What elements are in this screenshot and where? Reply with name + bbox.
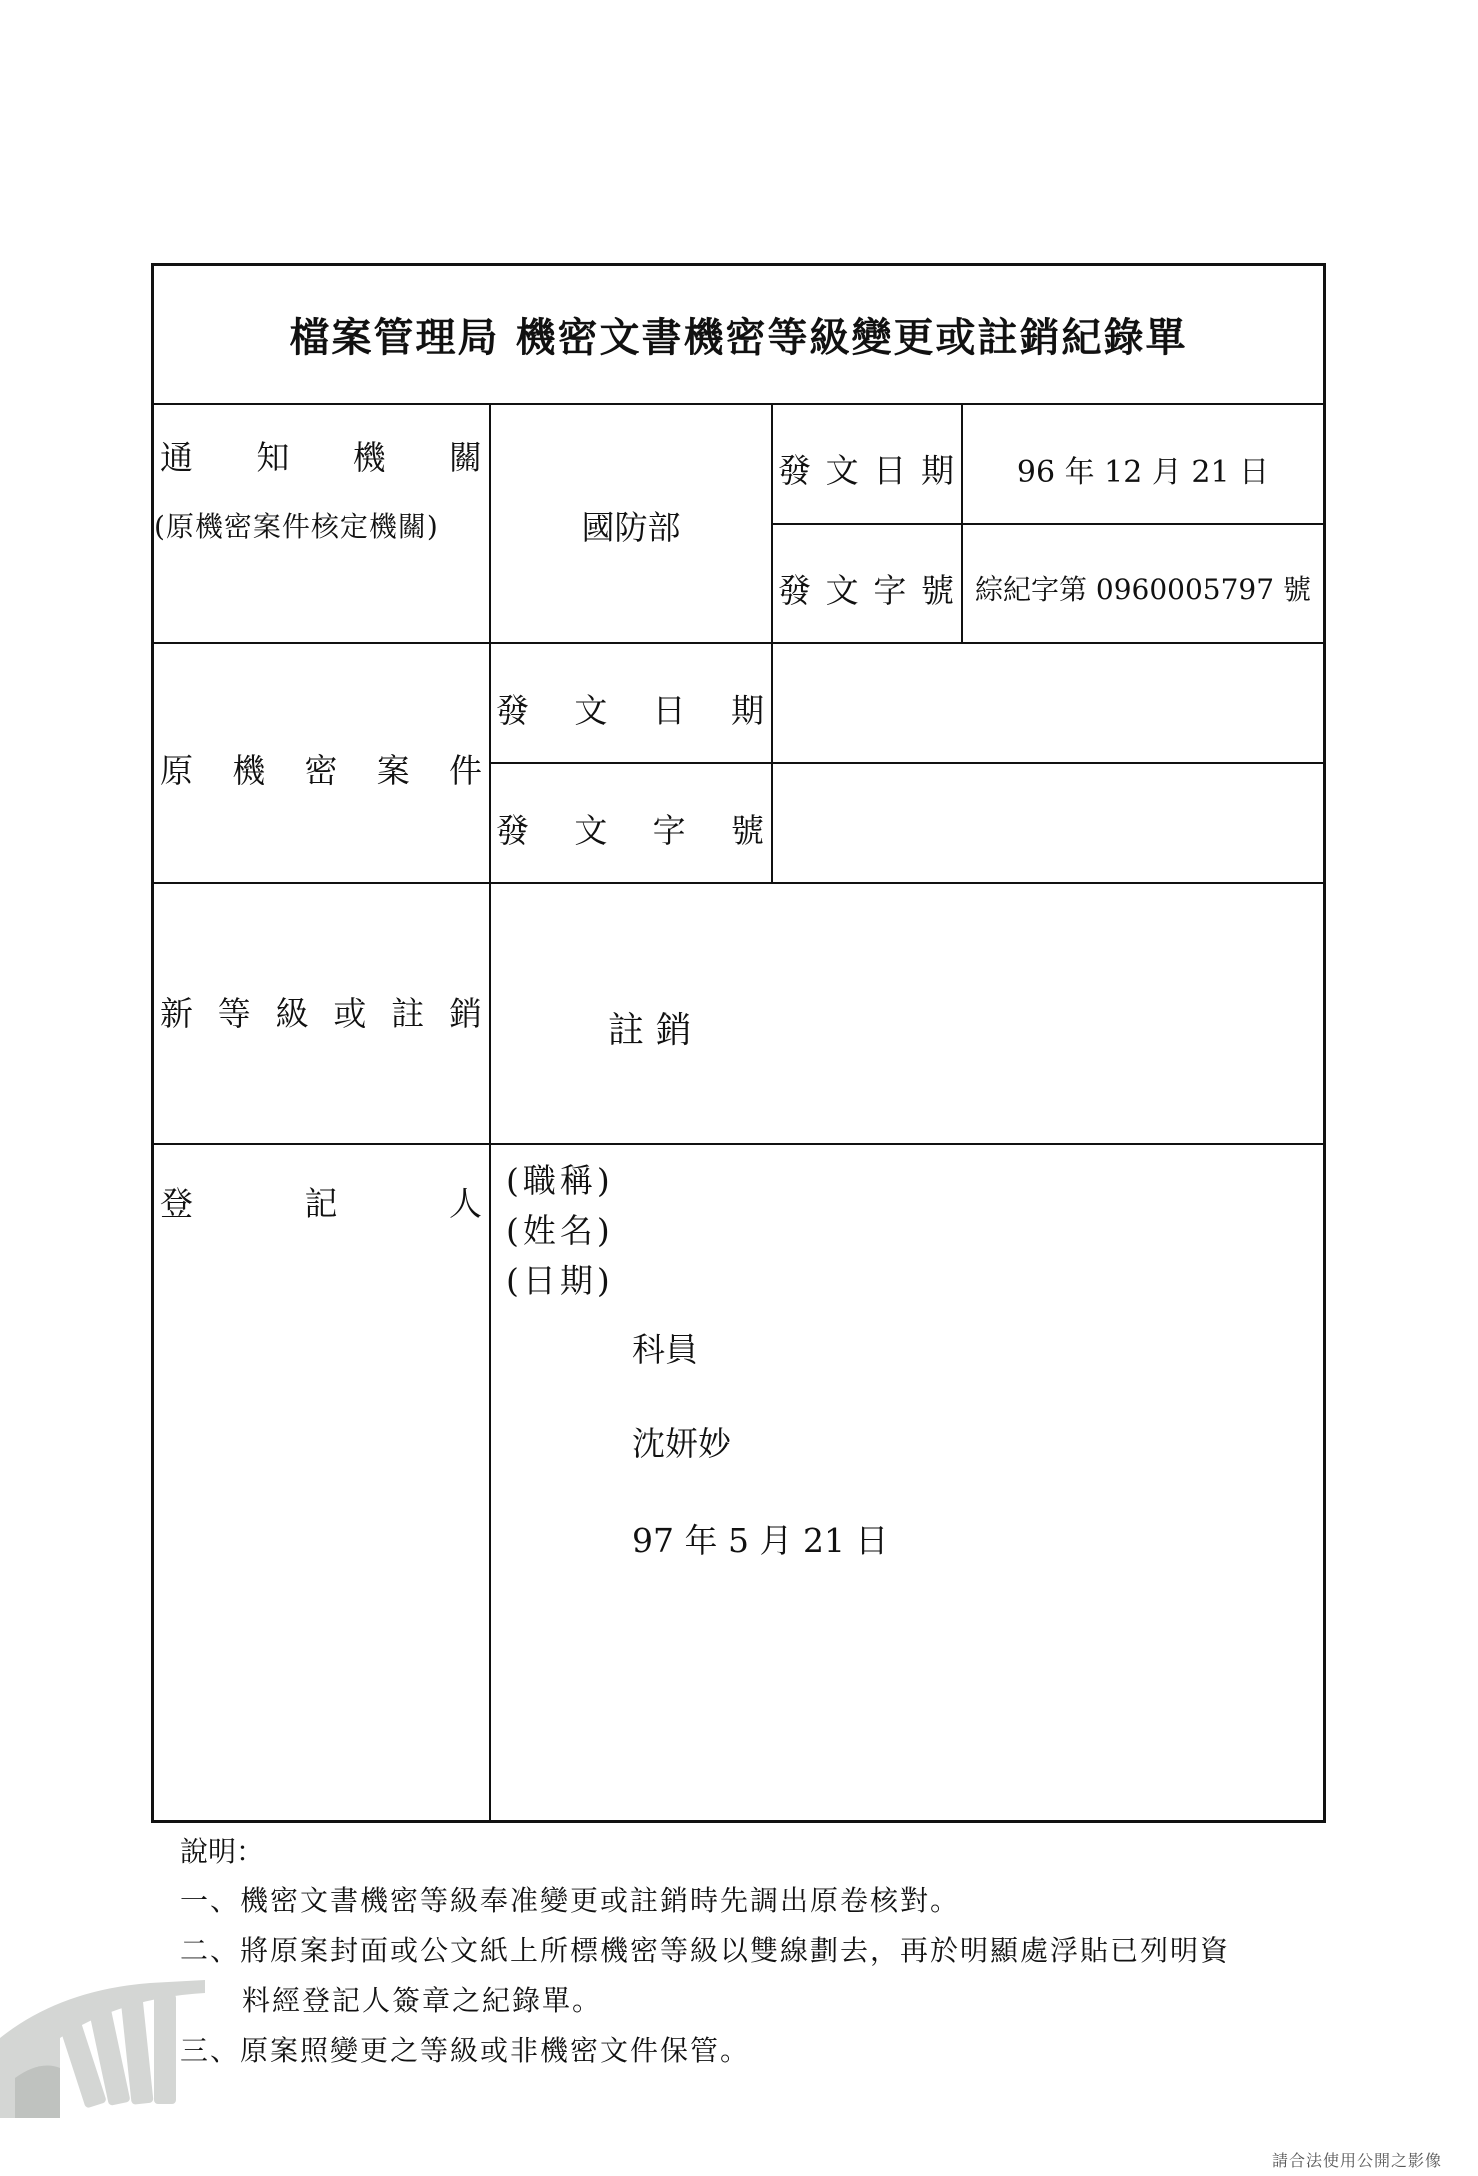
note-item: 一、機密文書機密等級奉准變更或註銷時先調出原卷核對。 xyxy=(180,1884,961,1917)
new-level-label: 新 等 級 或 註 銷 xyxy=(160,994,482,1033)
row-divider xyxy=(151,403,1326,405)
archive-logo-icon xyxy=(0,1968,240,2118)
issue-date-label: 發 文 日 期 xyxy=(778,451,954,490)
form-title: 檔案管理局 機密文書機密等級變更或註銷紀錄單 xyxy=(289,314,1188,361)
issue-number-label: 發 文 字 號 xyxy=(778,571,954,610)
original-case-date-label: 發 文 日 期 xyxy=(496,691,764,730)
registrar-name-value: 沈妍妙 xyxy=(632,1424,731,1463)
registrar-date-value: 97 年 5 月 21 日 xyxy=(632,1521,889,1560)
notifying-agency-label: 通 知 機 關 xyxy=(160,438,482,477)
col-divider xyxy=(771,403,773,883)
row-divider xyxy=(151,642,1326,644)
note-item: 二、將原案封面或公文紙上所標機密等級以雙線劃去，再於明顯處浮貼已列明資 xyxy=(180,1934,1231,1967)
original-case-number-label: 發 文 字 號 xyxy=(496,811,764,850)
issue-date-value: 96 年 12 月 21 日 xyxy=(1016,455,1270,490)
row-divider xyxy=(151,882,1326,884)
registrar-label: 登 記 人 xyxy=(160,1184,482,1223)
row-divider xyxy=(489,762,1326,764)
table-border-left xyxy=(151,263,154,1823)
table-border-top xyxy=(151,263,1326,266)
note-item: 料經登記人簽章之紀錄單。 xyxy=(242,1984,603,2017)
notifying-agency-value: 國防部 xyxy=(581,508,681,547)
notes-heading: 說明： xyxy=(180,1835,265,1868)
registrar-field-name: (姓名) xyxy=(506,1211,614,1250)
issue-number-value: 綜紀字第 0960005797 號 xyxy=(975,573,1311,606)
table-border-right xyxy=(1323,263,1326,1823)
registrar-field-date: (日期) xyxy=(506,1261,614,1300)
original-case-label: 原 機 密 案 件 xyxy=(160,751,482,790)
table-border-bottom xyxy=(151,1820,1326,1823)
registrar-field-title: (職稱) xyxy=(506,1161,614,1200)
note-item: 三、原案照變更之等級或非機密文件保管。 xyxy=(180,2034,751,2067)
public-use-watermark: 請合法使用公開之影像 xyxy=(1272,2151,1443,2170)
col-divider xyxy=(489,403,491,1823)
registrar-title-value: 科員 xyxy=(632,1330,698,1369)
new-level-value: 註 銷 xyxy=(608,1010,692,1051)
notifying-agency-sublabel: (原機密案件核定機關) xyxy=(154,510,439,543)
row-divider xyxy=(771,523,1326,525)
row-divider xyxy=(151,1143,1326,1145)
